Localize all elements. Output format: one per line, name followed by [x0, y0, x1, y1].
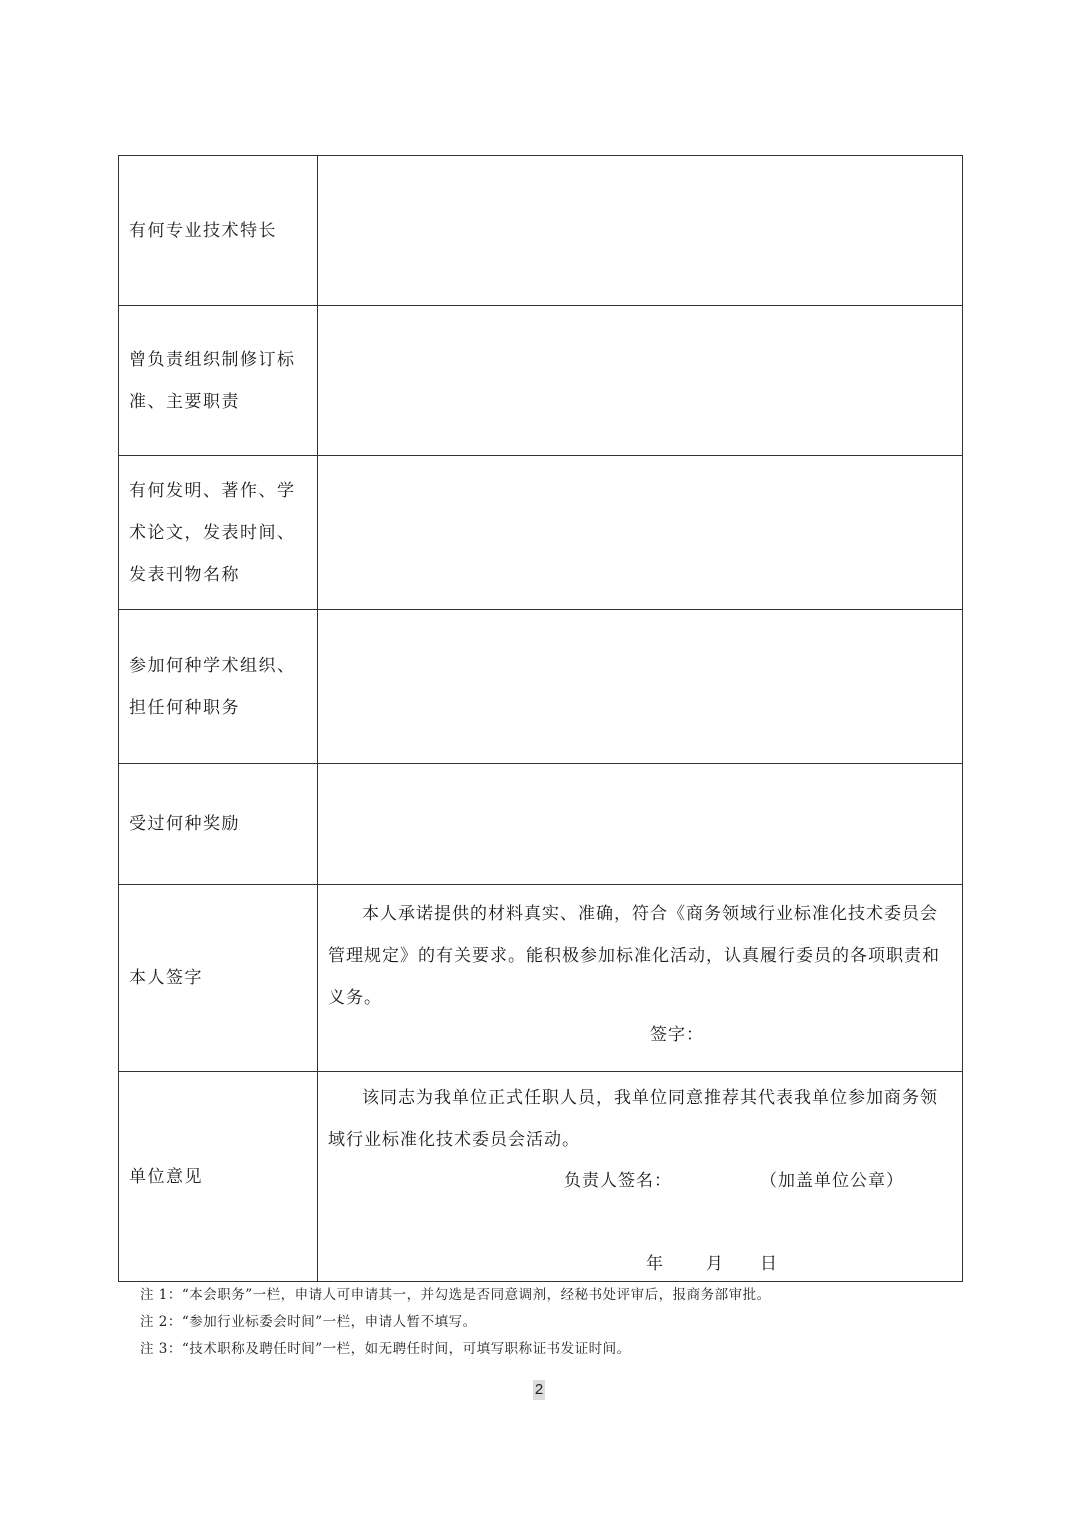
- footnote-2: 注 2：“参加行业标委会时间”一栏，申请人暂不填写。: [140, 1314, 477, 1330]
- application-form-table: [118, 155, 963, 1282]
- seal-label: （加盖单位公章）: [760, 1171, 904, 1191]
- label-publications: 有何发明、著作、学术论文，发表时间、发表刊物名称: [119, 456, 318, 610]
- form-row-unit-opinion: [119, 1072, 963, 1282]
- footnote-3: 注 3：“技术职称及聘任时间”一栏，如无聘任时间，可填写职称证书发证时间。: [140, 1341, 631, 1357]
- form-row-expertise: [119, 156, 963, 306]
- value-awards[interactable]: [318, 764, 963, 885]
- value-publications[interactable]: [318, 456, 963, 610]
- signature-statement: 本人承诺提供的材料真实、准确，符合《商务领域行业标准化技术委员会管理规定》的有关要求。能积极参加标准化活动，认真履行委员的各项职责和义务。: [328, 904, 940, 1008]
- label-organizations: 参加何种学术组织、担任何种职务: [119, 610, 318, 764]
- unit-opinion-statement: 该同志为我单位正式任职人员，我单位同意推荐其代表我单位参加商务领域行业标准化技术委员会活动。: [328, 1088, 938, 1150]
- form-row-awards: [119, 764, 963, 885]
- label-awards: 受过何种奖励: [119, 764, 318, 885]
- label-signature: 本人签字: [119, 885, 318, 1072]
- label-unit-opinion: 单位意见: [119, 1072, 318, 1282]
- form-row-publications: [119, 456, 963, 610]
- value-organizations[interactable]: [318, 610, 963, 764]
- date-month-label: 月: [706, 1254, 724, 1274]
- label-expertise: 有何专业技术特长: [119, 156, 318, 306]
- form-row-organizations: [119, 610, 963, 764]
- responsible-sign-label: 负责人签名：: [564, 1171, 672, 1191]
- value-expertise[interactable]: [318, 156, 963, 306]
- date-day-label: 日: [760, 1254, 778, 1274]
- date-year-label: 年: [646, 1254, 664, 1274]
- signature-cell: [318, 885, 963, 1072]
- footnote-1: 注 1：“本会职务”一栏，申请人可申请其一，并勾选是否同意调剂，经秘书处评审后，报商务部审批。: [140, 1287, 771, 1303]
- label-standards: 曾负责组织制修订标准、主要职责: [119, 306, 318, 456]
- form-row-signature: [119, 885, 963, 1072]
- form-row-standards: [119, 306, 963, 456]
- unit-opinion-cell: [318, 1072, 963, 1282]
- value-standards[interactable]: [318, 306, 963, 456]
- page-number: 2: [534, 1381, 544, 1398]
- footnotes: [140, 1282, 771, 1363]
- signature-sign-label: 签字：: [650, 1025, 704, 1045]
